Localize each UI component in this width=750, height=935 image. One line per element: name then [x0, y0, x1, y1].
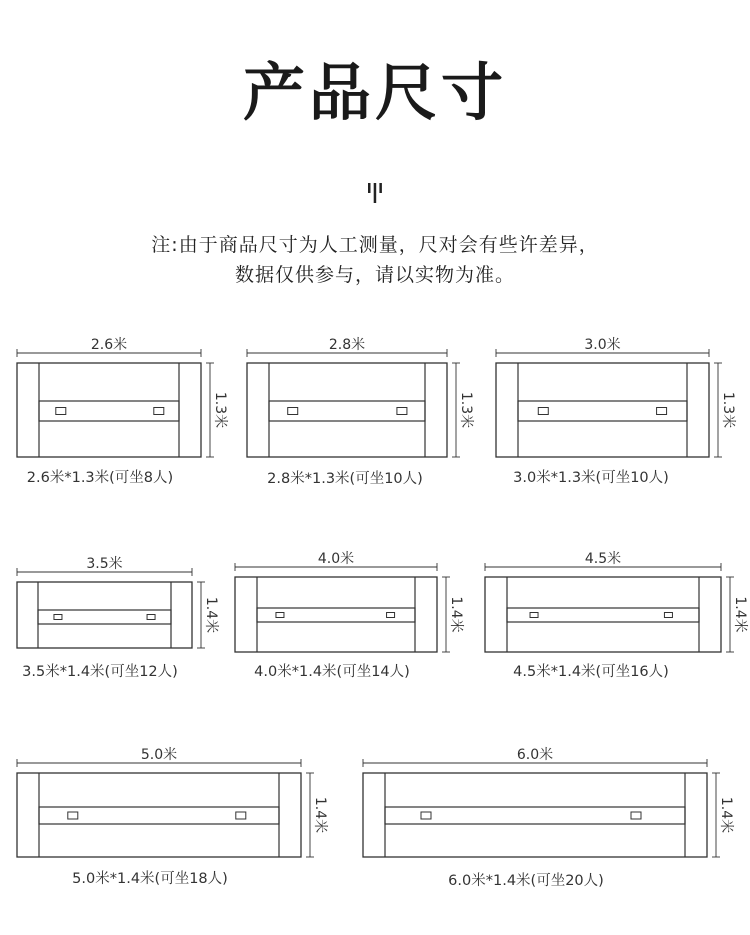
left-socket-icon	[54, 615, 62, 620]
table-diagram	[363, 746, 735, 889]
depth-label: 1.4米	[312, 796, 328, 834]
note-line-2: 数据仅供参与，请以实物为准。	[234, 264, 515, 286]
depth-label: 1.4米	[203, 596, 219, 634]
depth-label: 1.3米	[458, 391, 474, 429]
width-label: 4.5米	[584, 551, 622, 567]
table-outline	[496, 363, 709, 457]
left-socket-icon	[421, 812, 431, 819]
page-title: 产品尺寸	[242, 56, 507, 129]
depth-label: 1.4米	[448, 596, 464, 633]
width-label: 6.0米	[516, 747, 554, 763]
table-outline	[485, 577, 721, 652]
table-diagram	[247, 336, 475, 487]
right-socket-icon	[154, 408, 164, 415]
width-label: 3.5米	[86, 556, 123, 572]
width-label: 5.0米	[140, 747, 178, 763]
table-diagram	[17, 336, 229, 486]
left-socket-icon	[68, 812, 78, 819]
size-caption: 2.8米*1.3米(可坐10人)	[267, 471, 423, 487]
depth-label: 1.3米	[212, 391, 228, 429]
depth-label: 1.4米	[732, 596, 748, 633]
size-caption: 2.6米*1.3米(可坐8人)	[26, 470, 174, 486]
left-socket-icon	[288, 408, 298, 415]
width-label: 4.0米	[317, 551, 355, 567]
right-socket-icon	[657, 408, 667, 415]
right-socket-icon	[397, 408, 407, 415]
table-diagram	[496, 336, 737, 486]
table-outline	[17, 773, 301, 857]
left-socket-icon	[538, 408, 548, 415]
size-caption: 3.5米*1.4米(可坐12人)	[22, 664, 178, 680]
note-line-1: 注:由于商品尺寸为人工测量，尺对会有些许差异，	[151, 234, 599, 256]
table-diagram	[235, 550, 465, 680]
table-diagram	[17, 746, 329, 887]
left-socket-icon	[56, 408, 66, 415]
right-socket-icon	[236, 812, 246, 819]
depth-label: 1.3米	[720, 391, 736, 429]
size-caption: 4.0米*1.4米(可坐14人)	[254, 664, 410, 680]
left-socket-icon	[276, 613, 284, 618]
width-label: 3.0米	[584, 337, 621, 353]
size-caption: 5.0米*1.4米(可坐18人)	[72, 871, 228, 887]
right-socket-icon	[631, 812, 641, 819]
size-caption: 4.5米*1.4米(可坐16人)	[513, 664, 669, 680]
depth-label: 1.4米	[718, 796, 734, 834]
table-outline	[235, 577, 437, 652]
size-caption: 3.0米*1.3米(可坐10人)	[513, 470, 669, 486]
width-label: 2.6米	[90, 337, 128, 353]
table-outline	[363, 773, 707, 857]
width-label: 2.8米	[328, 337, 366, 353]
size-caption: 6.0米*1.4米(可坐20人)	[448, 873, 604, 889]
right-socket-icon	[664, 613, 672, 618]
left-socket-icon	[530, 613, 538, 618]
table-diagram	[17, 555, 220, 680]
table-outline	[17, 582, 192, 648]
table-diagram	[485, 550, 749, 680]
right-socket-icon	[387, 613, 395, 618]
right-socket-icon	[147, 615, 155, 620]
table-outline	[247, 363, 447, 457]
table-outline	[17, 363, 201, 457]
